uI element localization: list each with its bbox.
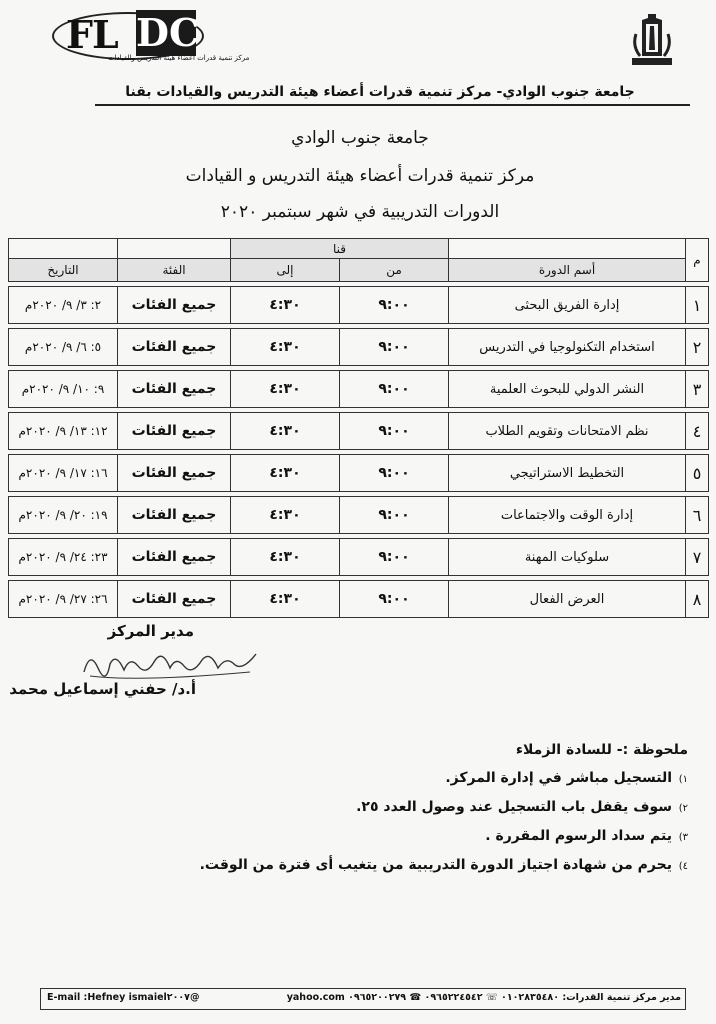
schedule-title: الدورات التدريبية في شهر سبتمبر ٢٠٢٠: [220, 202, 500, 222]
time-to: ٤:٣٠: [231, 539, 340, 576]
header-category: الفئة: [118, 259, 231, 282]
note-item: [48, 799, 688, 828]
table-row: [9, 413, 709, 450]
course-date: ١٩: ٢٠/ ٩/ ٢٠٢٠م: [9, 497, 118, 534]
footer-email: E-mail :Hefney ismaiel٢٠٠٧@: [47, 992, 200, 1003]
table-row: [9, 581, 709, 618]
center-title: مركز تنمية قدرات أعضاء هيئة التدريس و القيادات: [185, 166, 535, 186]
course-date: ٢: ٣/ ٩/ ٢٠٢٠م: [9, 287, 118, 324]
course-date: ٩: ١٠/ ٩/ ٢٠٢٠م: [9, 371, 118, 408]
table-row: [9, 497, 709, 534]
letterhead-line: جامعة جنوب الوادي- مركز تنمية قدرات أعضاء هيئة التدريس والقيادات بقنا: [125, 84, 635, 100]
header-divider: [95, 104, 690, 106]
time-to: ٤:٣٠: [231, 287, 340, 324]
note-number: ٣): [678, 832, 688, 843]
time-from: ٩:٠٠: [340, 413, 449, 450]
note-number: ١): [678, 774, 688, 785]
header-blank-3: [9, 239, 118, 259]
category: جميع الفئات: [118, 581, 231, 618]
time-to: ٤:٣٠: [231, 581, 340, 618]
time-to: ٤:٣٠: [231, 497, 340, 534]
logo-text-dc: DC: [136, 10, 200, 55]
row-number: ٢: [686, 329, 709, 366]
note-item: [48, 770, 688, 799]
category: جميع الفئات: [118, 287, 231, 324]
course-name: نظم الامتحانات وتقويم الطلاب: [449, 413, 686, 450]
note-item: [48, 857, 688, 886]
note-text: يحرم من شهادة اجتياز الدورة التدريبية من يتغيب أى فترة من الوقت.: [199, 857, 672, 873]
header-to: إلى: [231, 259, 340, 282]
note-text: التسجيل مباشر في إدارة المركز.: [445, 770, 672, 786]
header-location: قنا: [231, 239, 449, 259]
table-row: [9, 455, 709, 492]
header-from: من: [340, 259, 449, 282]
category: جميع الفئات: [118, 371, 231, 408]
note-number: ٤): [678, 861, 688, 872]
course-date: ١٦: ١٧/ ٩/ ٢٠٢٠م: [9, 455, 118, 492]
course-date: ٥: ٦/ ٩/ ٢٠٢٠م: [9, 329, 118, 366]
time-from: ٩:٠٠: [340, 581, 449, 618]
time-from: ٩:٠٠: [340, 455, 449, 492]
header-blank: [449, 239, 686, 259]
schedule-table: [8, 238, 709, 618]
row-number: ٤: [686, 413, 709, 450]
footer-box: [40, 988, 686, 1010]
time-from: ٩:٠٠: [340, 539, 449, 576]
note-number: ٢): [678, 803, 688, 814]
logo-subtitle: مركز تنمية قدرات أعضاء هيئة التدريس والقيادات: [108, 54, 250, 62]
table-header-row: [9, 239, 709, 259]
notes-list: [48, 770, 688, 886]
time-to: ٤:٣٠: [231, 371, 340, 408]
course-date: ٢٦: ٢٧/ ٩/ ٢٠٢٠م: [9, 581, 118, 618]
time-from: ٩:٠٠: [340, 287, 449, 324]
note-item: [48, 828, 688, 857]
fldc-logo: [52, 4, 250, 62]
course-date: ١٢: ١٣/ ٩/ ٢٠٢٠م: [9, 413, 118, 450]
row-number: ٨: [686, 581, 709, 618]
table-row: [9, 287, 709, 324]
note-text: يتم سداد الرسوم المقررة .: [485, 828, 672, 844]
header-course: أسم الدورة: [449, 259, 686, 282]
time-from: ٩:٠٠: [340, 371, 449, 408]
category: جميع الفئات: [118, 413, 231, 450]
logo-text-fl: FL: [66, 12, 118, 57]
row-number: ٧: [686, 539, 709, 576]
header-date: التاريخ: [9, 259, 118, 282]
university-seal-icon: [626, 6, 678, 70]
course-name: إدارة الوقت والاجتماعات: [449, 497, 686, 534]
category: جميع الفئات: [118, 329, 231, 366]
table-row: [9, 371, 709, 408]
course-name: استخدام التكنولوجيا في التدريس: [449, 329, 686, 366]
time-to: ٤:٣٠: [231, 455, 340, 492]
course-name: العرض الفعال: [449, 581, 686, 618]
header-blank-2: [118, 239, 231, 259]
category: جميع الفئات: [118, 455, 231, 492]
director-name: أ.د/ حفني إسماعيل محمد: [9, 680, 196, 698]
course-name: التخطيط الاستراتيجي: [449, 455, 686, 492]
course-name: النشر الدولي للبحوث العلمية: [449, 371, 686, 408]
table-subheader-row: [9, 259, 709, 282]
course-date: ٢٣: ٢٤/ ٩/ ٢٠٢٠م: [9, 539, 118, 576]
table-row: [9, 539, 709, 576]
footer-contact: مدير مركز تنمية القدرات: ٠١٠٢٨٣٥٤٨٠ ☏ ٠٩٦٥٢٢٤٥٤٢ ☎ ٠٩٦٥٢٠٠٢٧٩ yahoo.com: [286, 992, 681, 1003]
row-number: ٥: [686, 455, 709, 492]
table-row: [9, 329, 709, 366]
director-title: مدير المركز: [107, 622, 194, 640]
category: جميع الفئات: [118, 539, 231, 576]
row-number: ١: [686, 287, 709, 324]
row-number: ٦: [686, 497, 709, 534]
notes-section: [48, 742, 688, 886]
course-name: سلوكيات المهنة: [449, 539, 686, 576]
course-name: إدارة الفريق البحثى: [449, 287, 686, 324]
time-to: ٤:٣٠: [231, 413, 340, 450]
time-from: ٩:٠٠: [340, 329, 449, 366]
category: جميع الفئات: [118, 497, 231, 534]
header-num: م: [686, 239, 709, 282]
university-title: جامعة جنوب الوادي: [291, 128, 429, 148]
notes-heading: ملحوظة :- للسادة الزملاء: [515, 742, 688, 758]
time-to: ٤:٣٠: [231, 329, 340, 366]
note-text: سوف يقفل باب التسجيل عند وصول العدد ٢٥.: [356, 799, 672, 815]
time-from: ٩:٠٠: [340, 497, 449, 534]
table-body: [9, 287, 709, 618]
row-number: ٣: [686, 371, 709, 408]
